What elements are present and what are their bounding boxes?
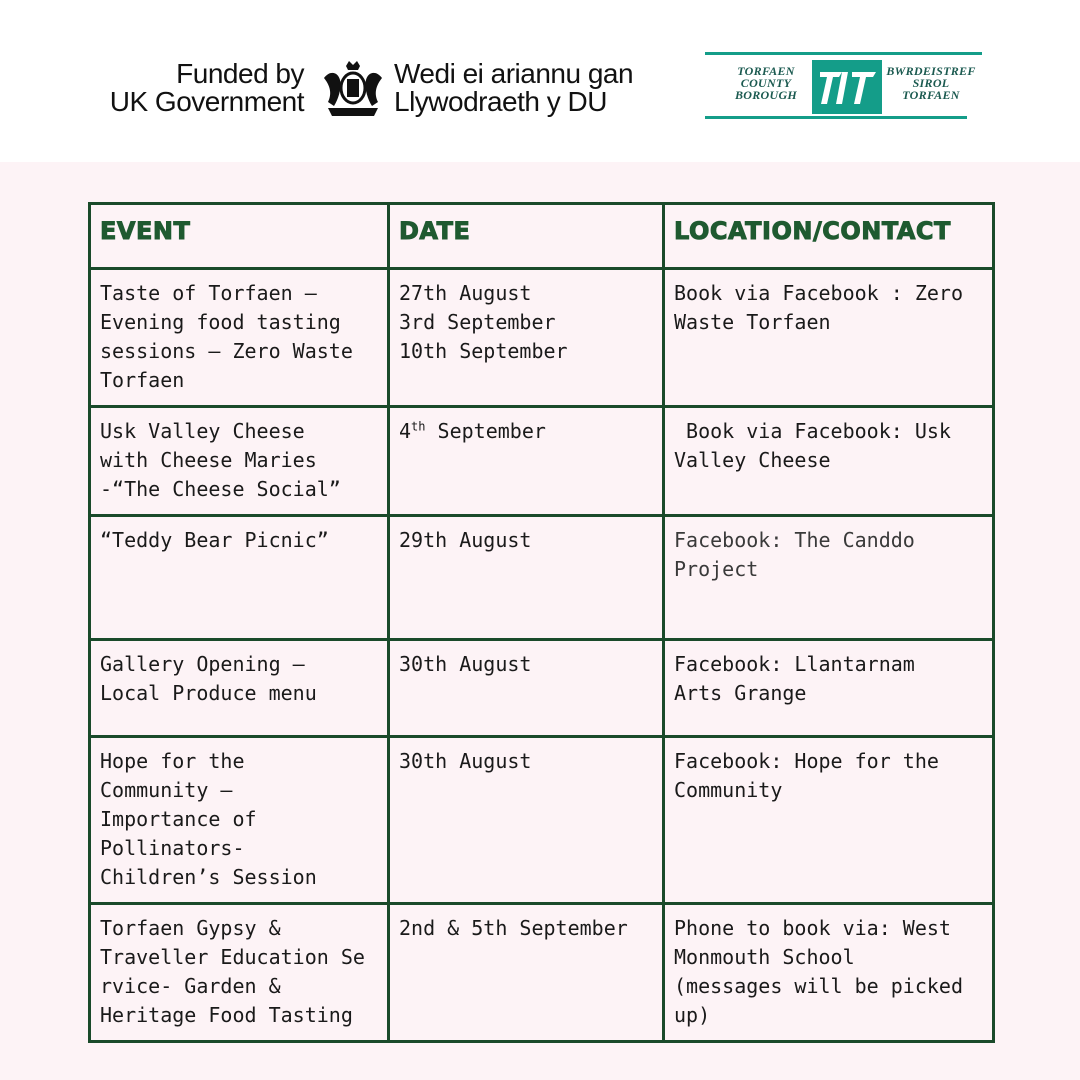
date-cell: 30th August: [389, 640, 664, 737]
date-cell: 27th August 3rd September 10th September: [389, 269, 664, 407]
contact-cell: Facebook: The Canddo Project: [664, 516, 994, 640]
header-banner: [0, 0, 1080, 162]
torfaen-emblem-icon: [812, 60, 882, 114]
table-row: [90, 737, 994, 904]
event-cell: Gallery Opening – Local Produce menu: [90, 640, 389, 737]
event-cell: Usk Valley Cheese with Cheese Maries -“The Cheese Social”: [90, 407, 389, 516]
table-row: [90, 516, 994, 640]
torfaen-council-logo: [705, 52, 987, 122]
logo-top-rule: [705, 52, 982, 55]
event-cell: Hope for the Community – Importance of Pollinators- Children’s Session: [90, 737, 389, 904]
welsh-funded-text: Wedi ei ariannu gan Llywodraeth y DU: [394, 58, 634, 117]
funded-by-text: Funded by UK Government: [109, 58, 304, 117]
header-event: EVENT: [90, 204, 389, 269]
events-table: [88, 202, 995, 1043]
event-cell: Taste of Torfaen – Evening food tasting sessions – Zero Waste Torfaen: [90, 269, 389, 407]
table-row: [90, 407, 994, 516]
contact-cell: Facebook: Hope for the Community: [664, 737, 994, 904]
table-row: [90, 640, 994, 737]
date-month: September: [425, 419, 546, 443]
header-date: DATE: [389, 204, 664, 269]
logo-english-name: TORFAEN COUNTY BOROUGH: [734, 64, 798, 102]
date-cell: 30th August: [389, 737, 664, 904]
table-row: [90, 904, 994, 1042]
date-ordinal-suffix: th: [411, 419, 426, 434]
logo-welsh-name: BWRDEISTREF SIROL TORFAEN: [886, 64, 976, 102]
event-cell: Torfaen Gypsy & Traveller Education Se rvice- Garden & Heritage Food Tasting: [90, 904, 389, 1042]
contact-cell: Book via Facebook : Zero Waste Torfaen: [664, 269, 994, 407]
table-header-row: [90, 204, 994, 269]
contact-cell: Facebook: Llantarnam Arts Grange: [664, 640, 994, 737]
logo-mark-icon: [812, 60, 882, 114]
contact-cell: Book via Facebook: Usk Valley Cheese: [664, 407, 994, 516]
header-location-contact: LOCATION/CONTACT: [664, 204, 994, 269]
date-cell: 2nd & 5th September: [389, 904, 664, 1042]
logo-bottom-rule: [705, 116, 967, 119]
contact-cell: Phone to book via: West Monmouth School (messages will be picked up): [664, 904, 994, 1042]
date-number: 4: [399, 419, 412, 443]
table-row: [90, 269, 994, 407]
royal-crest-icon: [320, 60, 386, 118]
date-cell: [389, 407, 664, 516]
date-cell: 29th August: [389, 516, 664, 640]
event-cell: “Teddy Bear Picnic”: [90, 516, 389, 640]
